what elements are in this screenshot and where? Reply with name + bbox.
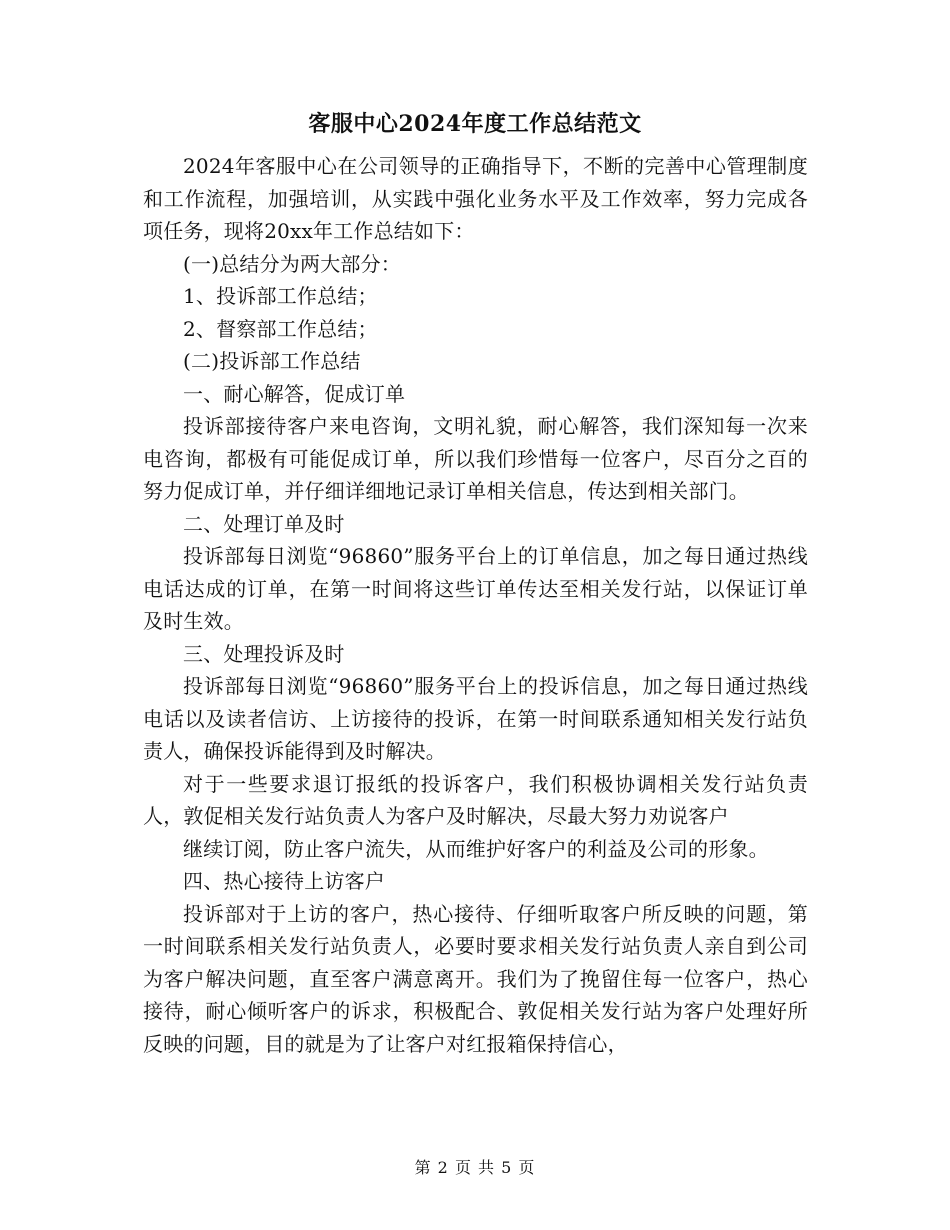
list-item-inspection-summary: 2、督察部工作总结； (183, 316, 378, 341)
paragraph-patient-answers: 投诉部接待客户来电咨询，文明礼貌，耐心解答，我们深知每一次来电咨询，都极有可能促成订单，所以我们珍惜每一位客户，尽百分之百的努力促成订单，并仔细详细地记录订单相关信息，传达到相关部门。 (143, 414, 808, 503)
paragraph-intro: 2024年客服中心在公司领导的正确指导下，不断的完善中心管理制度和工作流程，加强培训，从实践中强化业务水平及工作效率，努力完成各项任务，现将20xx年工作总结如下： (143, 154, 808, 243)
page-footer: 第 2 页 共 5 页 (414, 1158, 536, 1177)
paragraph-unsubscribe-customers: 对于一些要求退订报纸的投诉客户，我们积极协调相关发行站负责人，敦促相关发行站负责人为客户及时解决，尽最大努力劝说客户 (143, 771, 808, 828)
subheading-complaint-handling: 三、处理投诉及时 (183, 641, 345, 666)
paragraph-complaint-handling: 投诉部每日浏览“96860”服务平台上的投诉信息，加之每日通过热线电话以及读者信访、上访接待的投诉，在第一时间联系通知相关发行站负责人，确保投诉能得到及时解决。 (143, 674, 808, 763)
list-item-complaint-summary: 1、投诉部工作总结； (183, 284, 378, 308)
section-heading-summary-parts: (一)总结分为两大部分： (183, 251, 402, 276)
subheading-patient-answers: 一、耐心解答，促成订单 (183, 381, 406, 406)
document-title: 客服中心2024年度工作总结范文 (308, 111, 642, 137)
subheading-visiting-customers: 四、热心接待上访客户 (183, 869, 385, 893)
document-body (143, 150, 808, 1060)
paragraph-unsubscribe-continued: 继续订阅，防止客户流失，从而维护好客户的利益及公司的形象。 (183, 836, 769, 861)
section-heading-complaint-dept: (二)投诉部工作总结 (183, 349, 361, 373)
paragraph-visiting-customers: 投诉部对于上访的客户，热心接待、仔细听取客户所反映的问题，第一时间联系相关发行站负责人，必要时要求相关发行站负责人亲自到公司为客户解决问题，直至客户满意离开。我们为了挽留住每一位客户，热心接待，耐心倾听客户的诉求，积极配合、敦促相关发行站为客户处理好所反映的问题，目的就是为了让客户对红报箱保持信心， (143, 901, 808, 1056)
subheading-order-handling: 二、处理订单及时 (183, 511, 345, 536)
paragraph-order-handling: 投诉部每日浏览“96860”服务平台上的订单信息，加之每日通过热线电话达成的订单，在第一时间将这些订单传达至相关发行站，以保证订单及时生效。 (143, 544, 808, 633)
